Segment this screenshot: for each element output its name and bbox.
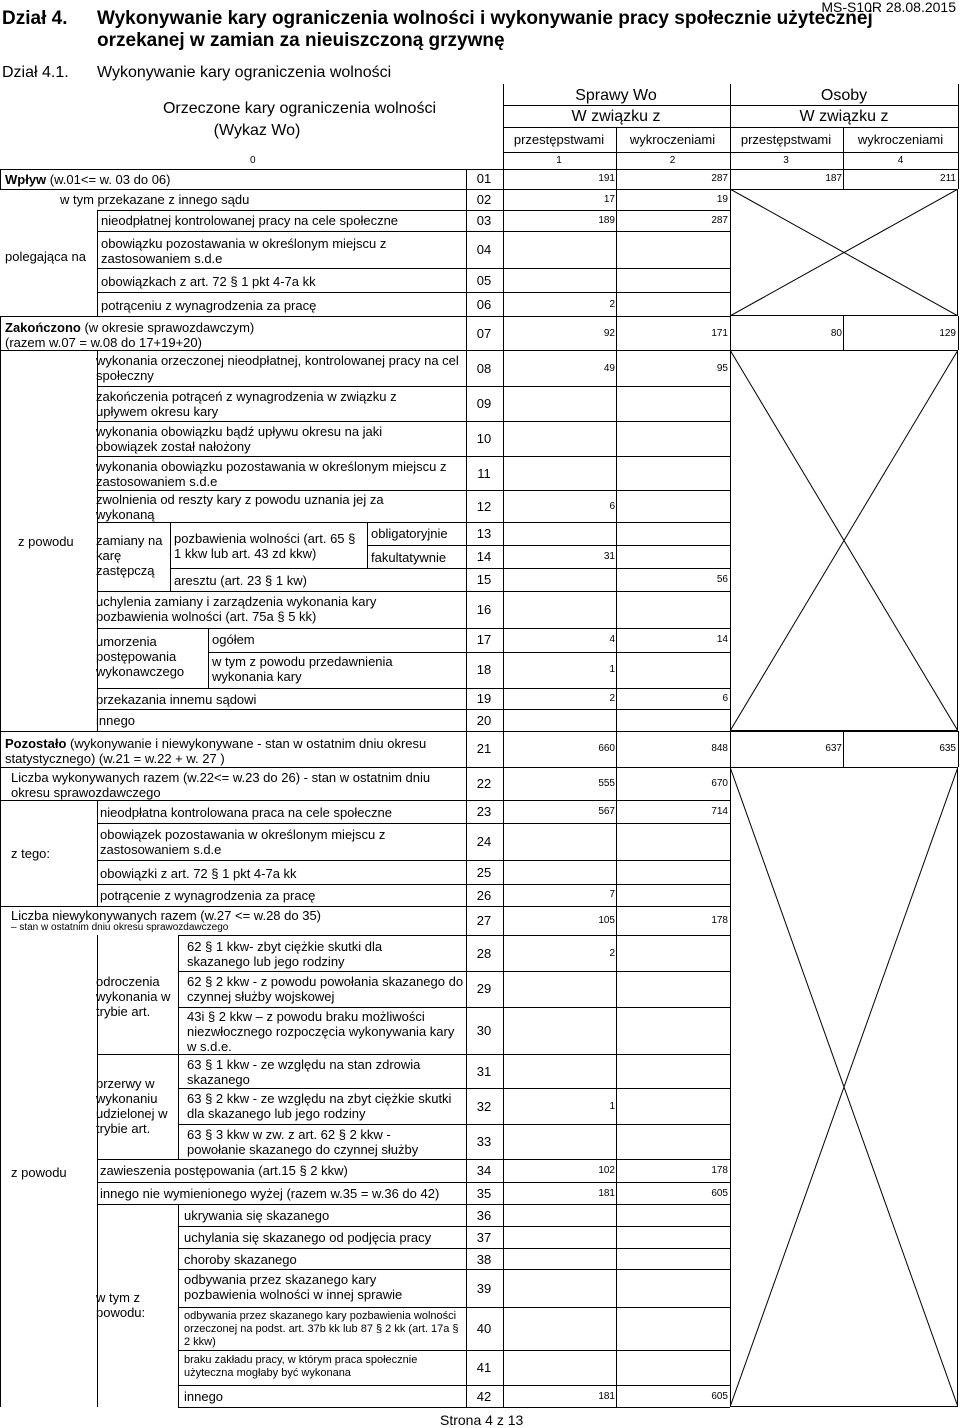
- row-24-label: obowiązek pozostawania w określonym miejscu z zastosowaniem s.d.e: [100, 827, 386, 857]
- cell-value: 555: [598, 778, 615, 789]
- row-number: 42: [476, 1389, 492, 1404]
- cell-value: 660: [598, 743, 615, 754]
- col-number-1: 1: [556, 155, 562, 166]
- row-40-label: odbywania przez skazanego kary pozbawienia wolności orzeczonej na podst. art. 37b kk lub 87 § 2 kk (art. 17a § 2 kkw): [184, 1310, 459, 1348]
- row-03-label: nieodpłatnej kontrolowanej pracy na cele społeczne: [101, 213, 399, 228]
- row-number: 37: [476, 1230, 492, 1245]
- cell-value: 637: [825, 743, 842, 754]
- subsection-label: Dział 4.1.: [2, 64, 69, 81]
- cell-value: 49: [603, 363, 615, 374]
- row-number: 24: [476, 834, 492, 849]
- cell-value: 635: [939, 743, 956, 754]
- polegajaca-label: polegająca na: [5, 249, 86, 264]
- row-33-label: 63 § 3 kkw w zw. z art. 62 § 2 kkw - powołanie skazanego do czynnej służby: [187, 1127, 419, 1157]
- row-34-label: zawieszenia postępowania (art.15 § 2 kkw): [100, 1163, 348, 1178]
- cell-value: 80: [830, 328, 842, 339]
- col-offences-header-persons: wykroczeniami: [857, 132, 944, 147]
- cell-value: 19: [716, 194, 728, 205]
- cell-value: 6: [722, 693, 728, 704]
- row-04-label: obowiązku pozostawania w określonym miejscu z zastosowaniem s.d.e: [101, 236, 387, 266]
- row-31-label: 63 § 1 kkw - ze względu na stan zdrowia skazanego: [187, 1057, 421, 1087]
- row-number: 17: [476, 632, 492, 647]
- row-30-label: 43i § 2 kkw – z powodu braku możliwości niezwłocznego rozpoczęcia wykonywania kary w s.d.e.: [187, 1009, 455, 1054]
- cell-value: 191: [598, 173, 615, 184]
- row-14-label: fakultatywnie: [371, 550, 447, 565]
- row-number: 10: [476, 431, 492, 446]
- row-number: 12: [476, 499, 492, 514]
- row-number: 31: [476, 1064, 492, 1079]
- row-number: 22: [476, 776, 492, 791]
- subsection-title: Wykonywanie kary ograniczenia wolności: [97, 64, 392, 81]
- section-title-2: orzekanej w zamian za nieuiszczoną grzywnę: [97, 30, 505, 51]
- odroczenia-label: odroczenia wykonania w trybie art.: [96, 974, 171, 1019]
- row-38-label: choroby skazanego: [184, 1252, 297, 1267]
- row-26-label: potrącenie z wynagrodzenia za pracę: [100, 888, 316, 903]
- row-09-label: zakończenia potrąceń z wynagrodzenia w związku z upływem okresu kary: [96, 389, 397, 419]
- z-powodu-label-2: z powodu: [11, 1165, 67, 1180]
- cell-value: 14: [716, 634, 728, 645]
- row-01-label: Wpływ (w.01<= w. 03 do 06): [5, 172, 171, 187]
- cell-value: 7: [609, 889, 615, 900]
- row-number: 23: [476, 804, 492, 819]
- row-10-label: wykonania obowiązku bądź upływu okresu na jaki obowiązek został nałożony: [96, 424, 383, 454]
- row-number: 36: [476, 1208, 492, 1223]
- row-12-label: zwolnienia od reszty kary z powodu uznania jej za wykonaną: [96, 492, 384, 522]
- row-number: 41: [476, 1360, 492, 1375]
- cell-value: 95: [716, 363, 728, 374]
- row-41-label: braku zakładu pracy, w którym praca społecznie użyteczna mogłaby być wykonana: [184, 1354, 418, 1379]
- row-number: 21: [476, 741, 492, 756]
- cell-value: 189: [598, 215, 615, 226]
- row-number: 07: [476, 326, 492, 341]
- row-number: 27: [476, 913, 492, 928]
- cell-value: 92: [603, 328, 615, 339]
- row-16-label: uchylenia zamiany i zarządzenia wykonania kary pozbawienia wolności (art. 75a § 5 kk): [96, 594, 377, 624]
- row-number: 14: [476, 549, 492, 564]
- umorzenia-label: umorzenia postępowania wykonawczego: [96, 634, 185, 679]
- row-number: 09: [476, 396, 492, 411]
- cell-value: 17: [603, 194, 615, 205]
- row-23-label: nieodpłatna kontrolowana praca na cele społeczne: [100, 805, 392, 820]
- cell-value: 178: [711, 915, 728, 926]
- cases-subheader: W związku z: [571, 108, 661, 125]
- cell-value: 181: [598, 1391, 615, 1402]
- cell-value: 848: [711, 743, 728, 754]
- row-number: 30: [476, 1023, 492, 1038]
- row-32-label: 63 § 2 kkw - ze względu na zbyt ciężkie skutki dla skazanego lub jego rodziny: [187, 1091, 452, 1121]
- crossed-cell-persons-rows-02-06: [730, 189, 958, 316]
- cell-value: 287: [711, 215, 728, 226]
- cell-value: 178: [711, 1165, 728, 1176]
- cell-value: 31: [603, 551, 615, 562]
- row-06-label: potrąceniu z wynagrodzenia za pracę: [101, 298, 317, 313]
- cell-value: 129: [939, 328, 956, 339]
- persons-subheader: W związku z: [799, 108, 889, 125]
- row-number: 28: [476, 946, 492, 961]
- col-number-3: 3: [783, 155, 789, 166]
- row-number: 04: [476, 242, 492, 257]
- cell-value: 4: [609, 634, 615, 645]
- cell-value: 6: [609, 501, 615, 512]
- persons-group-header: Osoby: [820, 87, 868, 104]
- row-number: 18: [476, 662, 492, 677]
- row-07-label-formula: (razem w.07 = w.08 do 17+19+20): [5, 335, 202, 350]
- row-29-label: 62 § 2 kkw - z powodu powołania skazanego do czynnej służby wojskowej: [187, 974, 464, 1004]
- z-tego-label: z tego:: [11, 846, 51, 861]
- cell-value: 2: [609, 693, 615, 704]
- z-powodu-label-1: z powodu: [18, 534, 74, 549]
- w-tym-label: w tym z powodu:: [96, 1290, 146, 1320]
- row-number: 16: [476, 602, 492, 617]
- row-number: 40: [476, 1321, 492, 1336]
- cell-value: 187: [825, 173, 842, 184]
- cell-value: 211: [940, 173, 956, 184]
- row-15-label: aresztu (art. 23 § 1 kw): [174, 573, 307, 588]
- row-42-label: innego: [184, 1389, 224, 1404]
- cell-value: 105: [598, 915, 615, 926]
- row-07-label: Zakończono (w okresie sprawozdawczym): [5, 320, 255, 335]
- row-number: 34: [476, 1163, 492, 1178]
- cell-value: 181: [598, 1188, 615, 1199]
- col-offences-header: wykroczeniami: [629, 132, 716, 147]
- row-number: 33: [476, 1134, 492, 1149]
- row-number: 01: [476, 171, 492, 186]
- cell-value: 670: [711, 778, 728, 789]
- cell-value: 605: [711, 1391, 728, 1402]
- row-35-label: innego nie wymienionego wyżej (razem w.35 = w.36 do 42): [100, 1186, 440, 1201]
- row-number: 38: [476, 1252, 492, 1267]
- row-05-label: obowiązkach z art. 72 § 1 pkt 4-7a kk: [101, 274, 316, 289]
- row-number: 03: [476, 213, 492, 228]
- row-number: 29: [476, 981, 492, 996]
- row-number: 20: [476, 713, 492, 728]
- row-number: 05: [476, 273, 492, 288]
- section-label: Dział 4.: [2, 8, 68, 29]
- cell-value: 2: [609, 299, 615, 310]
- document-id: MS-S10R 28.08.2015: [821, 0, 956, 15]
- pozbawienia-label: pozbawienia wolności (art. 65 § 1 kkw lub art. 43 zd kkw): [174, 531, 356, 561]
- col-crimes-header-persons: przestępstwami: [740, 132, 832, 147]
- row-number: 15: [476, 572, 492, 587]
- col-number-2: 2: [669, 155, 676, 166]
- cell-value: 605: [711, 1188, 728, 1199]
- row-number: 35: [476, 1186, 492, 1201]
- row-36-label: ukrywania się skazanego: [184, 1208, 330, 1223]
- row-21-label: Pozostało (wykonywanie i niewykonywane - stan w ostatnim dniu okresu statystycznego) (w.21 = w.22 + w. 27 ): [5, 736, 427, 766]
- row-number: 06: [476, 297, 492, 312]
- row-number: 13: [476, 526, 492, 541]
- page-number: Strona 4 z 13: [440, 1412, 524, 1428]
- row-13-label: obligatoryjnie: [371, 526, 448, 541]
- row-22-label: Liczba wykonywanych razem (w.22<= w.23 do 26) - stan w ostatnim dniu okresu sprawozdawczego: [11, 770, 431, 800]
- przerwy-label: przerwy w wykonaniu udzielonej w trybie art.: [96, 1076, 168, 1136]
- row-number: 39: [476, 1281, 492, 1296]
- row-19-label: przekazania innemu sądowi: [96, 692, 257, 707]
- row-27-sublabel: – stan w ostatnim dniu okresu sprawozdawczego: [11, 922, 229, 933]
- row-28-label: 62 § 1 kkw- zbyt ciężkie skutki dla skazanego lub jego rodziny: [187, 939, 383, 969]
- row-number: 26: [476, 888, 492, 903]
- row-39-label: odbywania przez skazanego kary pozbawienia wolności w innej sprawie: [184, 1272, 403, 1302]
- row-37-label: uchylania się skazanego od podjęcia pracy: [184, 1230, 432, 1245]
- row-11-label: wykonania obowiązku pozostawania w określonym miejscu z zastosowaniem s.d.e: [96, 459, 447, 489]
- row-18-label: w tym z powodu przedawnienia wykonania kary: [212, 654, 393, 684]
- cell-value: 2: [609, 948, 615, 959]
- row-number: 08: [476, 361, 492, 376]
- row-20-label: innego: [96, 713, 136, 728]
- row-27-label: Liczba niewykonywanych razem (w.27 <= w.28 do 35): [11, 908, 322, 923]
- row-number: 02: [476, 192, 492, 207]
- cell-value: 567: [598, 806, 615, 817]
- row-number: 25: [476, 865, 492, 880]
- row-02-label: w tym przekazane z innego sądu: [60, 192, 250, 207]
- col-crimes-header: przestępstwami: [513, 132, 605, 147]
- cell-value: 1: [609, 664, 615, 675]
- zamiany-label: zamiany na karę zastępczą: [96, 533, 163, 578]
- col-number-0: 0: [250, 155, 256, 166]
- cell-value: 287: [711, 173, 728, 184]
- table-caption-1: Orzeczone kary ograniczenia wolności: [162, 100, 436, 117]
- cases-group-header: Sprawy Wo: [575, 87, 657, 104]
- col-number-4: 4: [897, 155, 904, 166]
- row-08-label: wykonania orzeczonej nieodpłatnej, kontrolowanej pracy na cel społeczny: [96, 353, 459, 383]
- row-number: 19: [476, 691, 492, 706]
- cell-value: 102: [598, 1165, 615, 1176]
- cell-value: 1: [609, 1101, 615, 1112]
- row-number: 32: [476, 1099, 492, 1114]
- cell-value: 714: [711, 806, 728, 817]
- crossed-cell-persons-rows-22-42: [730, 767, 958, 1407]
- table-caption-2: (Wykaz Wo): [213, 122, 301, 139]
- cell-value: 56: [716, 574, 728, 585]
- cell-value: 171: [711, 328, 728, 339]
- section-title-1: Wykonywanie kary ograniczenia wolności i wykonywanie pracy społecznie użytecznej: [97, 8, 873, 29]
- row-25-label: obowiązki z art. 72 § 1 pkt 4-7a kk: [100, 866, 297, 881]
- crossed-cell-persons-rows-08-20: [730, 350, 958, 731]
- row-17-label: ogółem: [212, 632, 255, 647]
- row-number: 11: [477, 466, 491, 481]
